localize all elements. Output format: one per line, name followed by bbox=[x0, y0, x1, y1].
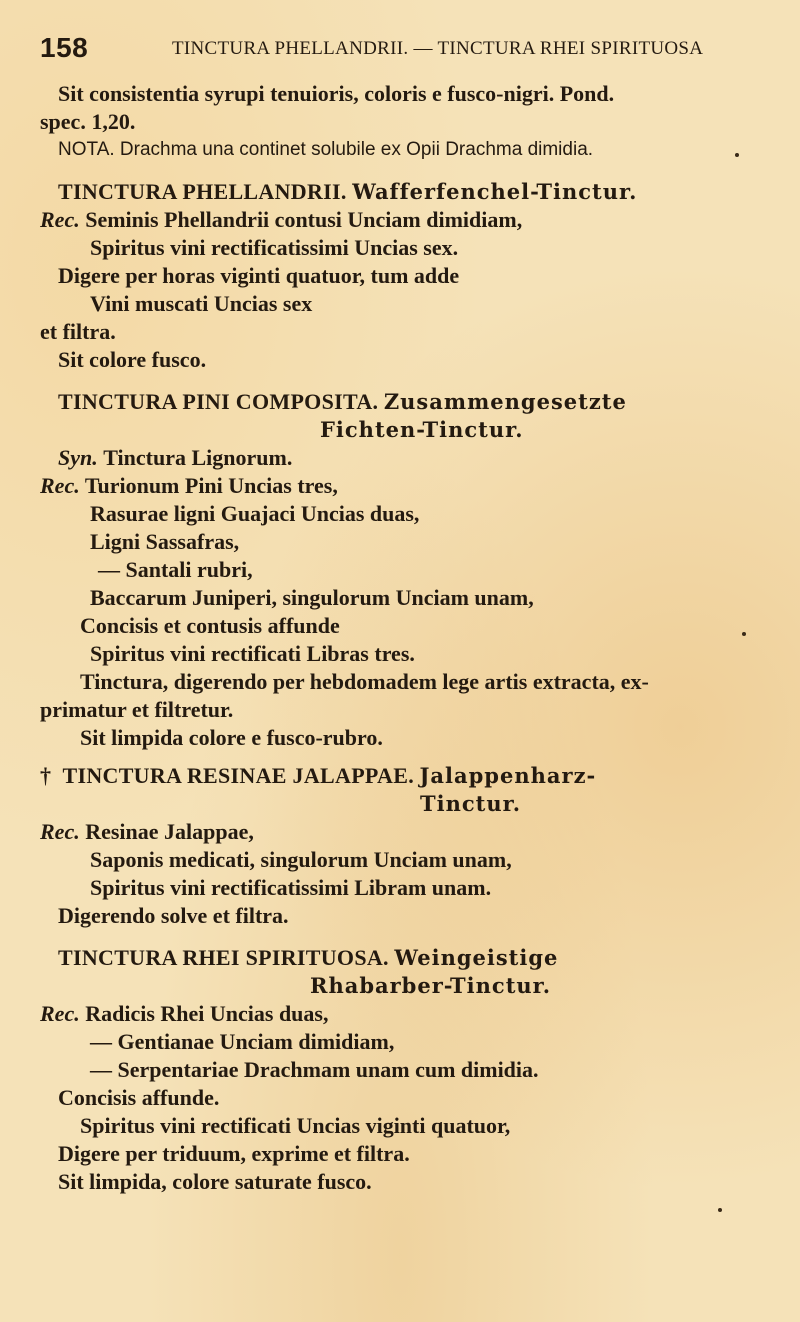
rec-first-line: Resinae Jalappae, bbox=[85, 819, 254, 844]
recipe-line: primatur et filtretur. bbox=[40, 697, 234, 722]
page-header bbox=[40, 32, 770, 66]
recipe-line: Spiritus vini rectificati Libras tres. bbox=[90, 641, 415, 666]
recipe-line: Sit limpida colore e fusco-rubro. bbox=[80, 725, 383, 750]
page-number: 158 bbox=[40, 32, 89, 63]
rec-first-line: Turionum Pini Uncias tres, bbox=[84, 473, 338, 498]
phellandrii-title: TINCTURA PHELLANDRII. bbox=[58, 179, 347, 204]
recipe-line: Digere per triduum, exprime et filtra. bbox=[58, 1141, 410, 1166]
rec-label: Rec. bbox=[40, 473, 80, 498]
recipe-line: Sit colore fusco. bbox=[58, 347, 207, 372]
pini-german-1: Zusammengesetzte bbox=[383, 389, 627, 414]
recipe-line: Spiritus vini rectificatissimi Uncias sex. bbox=[90, 235, 459, 260]
pini-rec bbox=[40, 472, 780, 500]
recipe-line: — Gentianae Unciam dimidiam, bbox=[90, 1029, 395, 1054]
recipe-line: Ligni Sassafras, bbox=[90, 529, 240, 554]
page-body bbox=[40, 80, 780, 1196]
recipe-line: Vini muscati Uncias sex bbox=[90, 291, 313, 316]
pini-title: TINCTURA PINI COMPOSITA. bbox=[58, 389, 379, 414]
rec-first-line: Radicis Rhei Uncias duas, bbox=[85, 1001, 329, 1026]
phellandrii-rec bbox=[40, 206, 780, 234]
rec-label: Rec. bbox=[40, 819, 80, 844]
pini-syn bbox=[40, 444, 780, 472]
recipe-line: Concisis affunde. bbox=[58, 1085, 220, 1110]
syn-text: Tinctura Lignorum. bbox=[103, 445, 293, 470]
ink-speck bbox=[742, 632, 746, 636]
jalappae-rec bbox=[40, 818, 780, 846]
rec-label: Rec. bbox=[40, 1001, 80, 1026]
rec-first-line: Seminis Phellandrii contusi Unciam dimidiam, bbox=[85, 207, 523, 232]
dagger-mark: † bbox=[40, 763, 51, 788]
rhei-german-2: Rhabarber-Tinctur. bbox=[310, 973, 552, 998]
rhei-german-line-2 bbox=[40, 972, 780, 1000]
recipe-line: Digerendo solve et filtra. bbox=[58, 903, 289, 928]
recipe-line: Saponis medicati, singulorum Unciam unam, bbox=[90, 847, 512, 872]
recipe-line: — Santali rubri, bbox=[98, 557, 253, 582]
recipe-line: Tinctura, digerendo per hebdomadem lege artis extracta, ex- bbox=[80, 669, 649, 694]
jalappae-german-2: Tinctur. bbox=[420, 791, 522, 816]
ink-speck bbox=[718, 1208, 722, 1212]
recipe-line: Spiritus vini rectificatissimi Libram unam. bbox=[90, 875, 492, 900]
rhei-heading bbox=[40, 944, 780, 972]
syn-label: Syn. bbox=[58, 445, 98, 470]
phellandrii-german: Wafferfenchel-Tinctur. bbox=[352, 179, 638, 204]
intro-line-1: Sit consistentia syrupi tenuioris, coloris e fusco-nigri. Pond. bbox=[58, 81, 615, 106]
nota-line: NOTA. Drachma una continet solubile ex Opii Drachma dimidia. bbox=[58, 139, 594, 160]
rhei-rec bbox=[40, 1000, 780, 1028]
jalappae-title: TINCTURA RESINAE JALAPPAE. bbox=[62, 763, 414, 788]
pini-german-line-2 bbox=[40, 416, 780, 444]
jalappae-german-1: Jalappenharz- bbox=[419, 763, 597, 788]
jalappae-heading bbox=[40, 762, 780, 790]
rhei-title: TINCTURA RHEI SPIRITUOSA. bbox=[58, 945, 389, 970]
recipe-line: — Serpentariae Drachmam unam cum dimidia. bbox=[90, 1057, 539, 1082]
intro-line-2: spec. 1,20. bbox=[40, 109, 136, 134]
rec-label: Rec. bbox=[40, 207, 80, 232]
recipe-line: Digere per horas viginti quatuor, tum adde bbox=[58, 263, 460, 288]
pini-german-2: Fichten-Tinctur. bbox=[320, 417, 524, 442]
recipe-line: Baccarum Juniperi, singulorum Unciam unam, bbox=[90, 585, 534, 610]
jalappae-german-line-2 bbox=[40, 790, 780, 818]
recipe-line: Spiritus vini rectificati Uncias viginti quatuor, bbox=[80, 1113, 511, 1138]
running-title: TINCTURA PHELLANDRII. — TINCTURA RHEI SPIRITUOSA bbox=[172, 38, 704, 59]
phellandrii-heading bbox=[40, 178, 780, 206]
recipe-line: et filtra. bbox=[40, 319, 116, 344]
recipe-line: Concisis et contusis affunde bbox=[80, 613, 340, 638]
recipe-line: Sit limpida, colore saturate fusco. bbox=[58, 1169, 372, 1194]
recipe-line: Rasurae ligni Guajaci Uncias duas, bbox=[90, 501, 420, 526]
rhei-german-1: Weingeistige bbox=[394, 945, 559, 970]
pini-heading bbox=[40, 388, 780, 416]
ink-speck bbox=[735, 153, 739, 157]
